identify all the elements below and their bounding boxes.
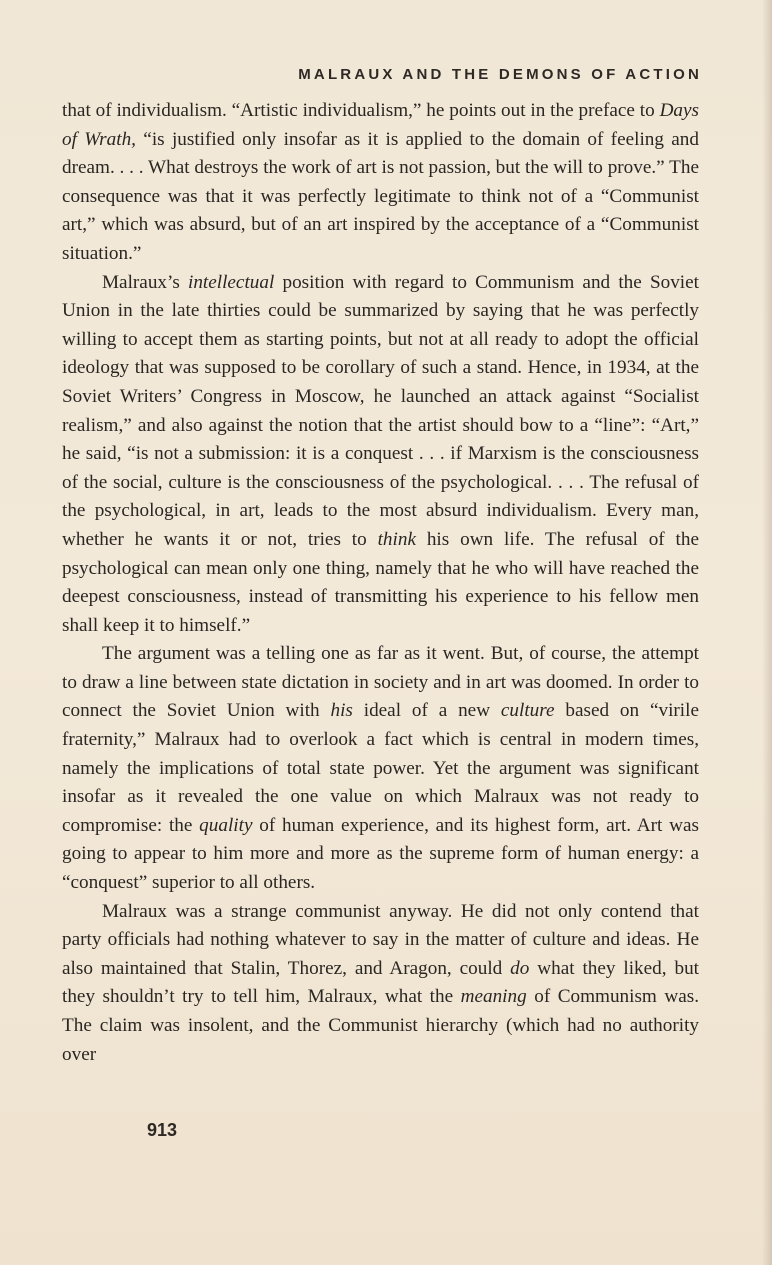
text-run: “is justified only insofar as it is applied to the domain of feeling and dream. . . . What destroys the work of art is not passion, but the will to prove.” The consequence was that it was perfectly legitimate to think not of a “Communist art,” which was absurd, but of an art inspired by the acceptance of a “Communist situation.” <box>62 128 699 264</box>
paragraph-1 <box>62 97 699 269</box>
italic-text-run: quality <box>199 814 253 836</box>
italic-text-run: culture <box>500 700 555 722</box>
paragraph-2 <box>62 269 699 641</box>
italic-text-run: Days of Wrath, <box>62 100 699 150</box>
text-run: Malraux’s <box>102 271 188 293</box>
running-head: MALRAUX AND THE DEMONS OF ACTION <box>298 66 702 83</box>
italic-text-run: intellectual <box>187 271 275 293</box>
page-number: 913 <box>147 1120 178 1140</box>
text-run: Malraux was a strange communist anyway. He did not only contend that party officials had nothing whatever to say in the matter of culture and ideas. He also maintained that Stalin, Thorez, and Aragon, could <box>62 900 699 979</box>
text-run: his own life. The refusal of the psychological can mean only one thing, namely that he who will have reached the deepest consciousness, instead of transmitting his experience to his fellow men shall keep it to himself.” <box>62 528 699 636</box>
text-run: of human experience, and its highest form, art. Art was going to appear to him more and more as the supreme form of human energy: a “conquest” superior to all others. <box>62 814 699 894</box>
text-run: position with regard to Communism and the Soviet Union in the late thirties could be summarized by saying that he was perfectly willing to accept them as starting points, but not at all ready to adopt the official ideology that was supposed to be corollary of such a stand. Hence, in 1934, at the Soviet Writers’ Congress in Moscow, he launched an attack against “Socialist realism,” and also against the notion that the artist should bow to a “line”: “Art,” he said, “is not a submission: it is a conquest . . . if Marxism is the consciousness of the social, culture is the consciousness of the psychological. . . . The refusal of the psychological, in art, leads to the most absurd individualism. Every man, whether he wants it or not, tries to <box>62 271 699 550</box>
text-run: that of individualism. “Artistic individualism,” he points out in the preface to <box>62 100 660 121</box>
text-run: ideal of a new <box>352 700 501 722</box>
paragraph-3 <box>62 640 699 897</box>
text-run: of Communism was. The claim was insolent, and the Communist hierarchy (which had no authority over <box>62 986 699 1065</box>
italic-text-run: meaning <box>460 986 527 1008</box>
body-text <box>62 97 699 1069</box>
italic-text-run: think <box>377 528 416 550</box>
text-run: what they liked, but they shouldn’t try to tell him, Malraux, what the <box>62 957 699 1008</box>
text-run: The argument was a telling one as far as it went. But, of course, the attempt to draw a line between state dictation in society and in art was doomed. In order to connect the Soviet Union with <box>62 643 699 722</box>
italic-text-run: do <box>510 957 530 979</box>
paragraph-4 <box>62 898 699 1070</box>
page-edge-shadow <box>762 0 772 1265</box>
italic-text-run: his <box>330 700 353 722</box>
text-run: based on “virile fraternity,” Malraux had to overlook a fact which is central in modern times, namely the implications of total state power. Yet the argument was significant insofar as it revealed the one value on which Malraux was not ready to compromise: the <box>62 700 699 836</box>
